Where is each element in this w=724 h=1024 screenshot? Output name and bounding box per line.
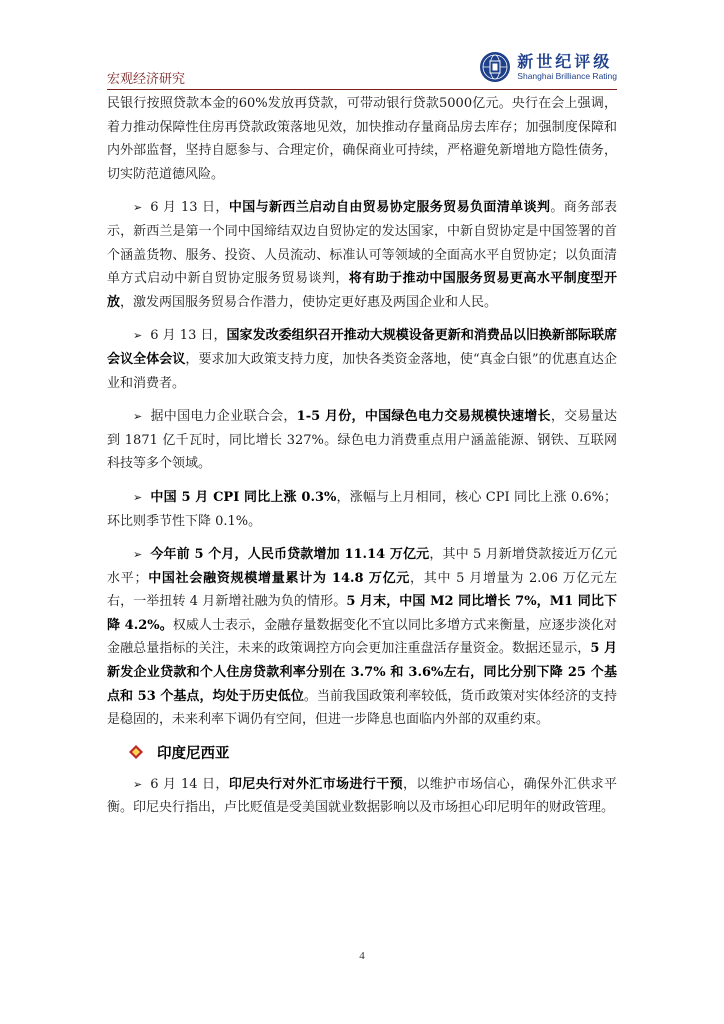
body-text: ，交易量达到 1871 亿千瓦时，同比增长 327%。绿色电力消费重点用户涵盖能源、钢铁、互联网科技等多个领域。 [107,409,617,472]
header-divider [107,89,617,90]
bold-text: 印尼央行对外汇市场进行干预 [228,776,404,792]
logo-english-name: Shanghai Brilliance Rating [517,70,617,81]
body-text: ，要求加大政策支持力度，加快各类资金落地，使“真金白银”的优惠直达企业和消费者。 [107,351,617,391]
bold-text: 中国 5 月 CPI 同比上涨 0.3% [150,489,337,505]
arrow-bullet-icon: ➢ [133,410,143,424]
body-text: ，其中 5 月增量为 2.06 万亿元左右，一举扭转 4 月新增社融为负的情形。 [107,570,617,610]
bullet-paragraph [107,324,617,395]
body-text: 权威人士表示，金融存量数据变化不宜以同比多增方式来衡量，应逐步淡化对金融总量指标的关注，未来的政策调控方向会更加注重盘活存量资金。数据还显示， [107,617,617,657]
bold-text: 中国与新西兰启动自由贸易协定服务贸易负面清单谈判 [228,200,551,216]
bold-text: 5 月新发企业贷款和个人住房贷款利率分别在 3.7% 和 3.6%左右，同比分别下降 25 个基点和 53 个基点，均处于历史低位 [107,641,617,704]
document-title: 宏观经济研究 [107,72,186,87]
bold-text: 国家发改委组织召开推动大规模设备更新和消费品以旧换新部际联席会议全体会议 [107,328,617,367]
diamond-flag-icon [129,745,143,759]
body-text: ，涨幅与上月相同，核心 CPI 同比上涨 0.6%；环比则季节性下降 0.1%。 [107,489,617,529]
body-text: 。当前我国政策利率较低，货币政策对实体经济的支持是稳固的，未来利率下调仍有空间，但进一步降息也面临内外部的双重约束。 [107,688,617,728]
section-title: 印度尼西亚 [157,744,230,762]
body-text: 民银行按照贷款本金的60%发放再贷款，可带动银行贷款5000亿元。央行在会上强调，着力推动保障性住房再贷款政策落地见效，加快推动存量商品房去库存；加强制度保障和内外部监督，坚持自愿参与、合理定价，确保商业可持续，严格避免新增地方隐性债务，切实防范道德风险。 [107,96,617,182]
bullet-paragraph [107,486,617,533]
bold-text: 5 月末，中国 M2 同比增长 7%，M1 同比下降 4.2%。 [107,594,617,633]
body-text: ，以维护市场信心，确保外汇供求平衡。印尼央行指出，卢比贬值是受美国就业数据影响以及市场担心印尼明年的财政管理。 [107,776,617,816]
arrow-bullet-icon: ➢ [133,777,143,791]
page-header [107,48,617,90]
arrow-bullet-icon: ➢ [133,548,143,562]
arrow-bullet-icon: ➢ [133,329,143,343]
body-text: ，其中 5 月新增贷款接近万亿元水平； [107,547,617,586]
logo-chinese-name: 新世纪评级 [517,51,613,71]
paragraph [107,92,617,186]
page-number: 4 [359,950,365,962]
bold-text: 1-5 月份，中国绿色电力交易规模快速增长 [296,409,551,425]
bullet-paragraph [107,405,617,476]
bold-text: 今年前 5 个月，人民币贷款增加 11.14 万亿元 [150,547,430,563]
body-text: 据中国电力企业联合会， [150,409,297,425]
body-text: ，激发两国服务贸易合作潜力，使协定更好惠及两国企业和人民。 [120,294,498,310]
body-text: 6 月 13 日， [150,328,227,344]
body-text: 6 月 14 日， [150,776,229,792]
bold-text: 中国社会融资规模增量累计为 14.8 万亿元 [147,570,411,586]
arrow-bullet-icon: ➢ [133,201,143,215]
logo-globe-icon [479,51,511,83]
bullet-paragraph [107,773,617,820]
bullet-paragraph [107,543,617,732]
body-text: 6 月 13 日， [150,200,229,216]
bullet-paragraph [107,196,617,314]
company-logo [479,48,617,86]
arrow-bullet-icon: ➢ [133,490,143,504]
body-text: 。商务部表示，新西兰是第一个同中国缔结双边自贸协定的发达国家，中新自贸协定是中国签署的首个涵盖货物、服务、投资、人员流动、标准认可等领域的全面高水平自贸协定；以负面清单方式启动中新自贸协定服务贸易谈判， [107,200,617,287]
bold-text: 将有助于推动中国服务贸易更高水平制度型开放 [107,271,617,310]
page-body [107,92,617,830]
section-heading [129,742,617,763]
